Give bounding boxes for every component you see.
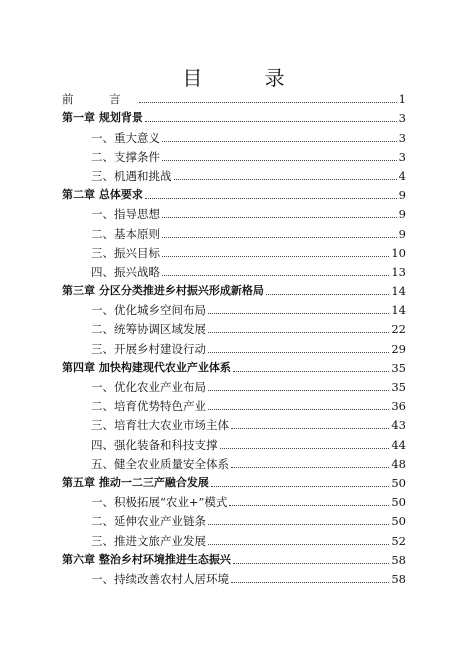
- toc-entry-label: 一、优化城乡空间布局: [91, 303, 206, 318]
- dot-leader: [208, 390, 389, 391]
- toc-entry-label: 第五章 推动一二三产融合发展: [62, 475, 209, 489]
- dot-leader: [174, 179, 397, 180]
- toc-entry-label: 二、支撑条件: [91, 149, 160, 164]
- toc-entry-section[interactable]: [62, 298, 406, 317]
- dot-leader: [162, 237, 397, 238]
- toc-entry-label: 二、统筹协调区域发展: [91, 322, 206, 337]
- toc-list: [62, 87, 406, 586]
- dot-leader: [231, 428, 389, 429]
- toc-entry-page-number: 35: [391, 360, 406, 375]
- toc-entry-page-number: 3: [398, 111, 406, 126]
- toc-entry-label: 二、基本原则: [91, 226, 160, 241]
- dot-leader: [145, 198, 397, 199]
- toc-entry-label: 第六章 整治乡村环境推进生态振兴: [62, 552, 231, 566]
- toc-entry-label: 四、振兴战略: [91, 264, 160, 279]
- toc-entry-page-number: 14: [391, 284, 406, 299]
- toc-entry-section[interactable]: [62, 260, 406, 279]
- toc-entry-section[interactable]: [62, 317, 406, 336]
- toc-entry-page-number: 9: [398, 188, 406, 203]
- toc-entry-label: 一、重大意义: [91, 130, 160, 145]
- toc-entry-label: 四、强化装备和科技支撑: [91, 437, 218, 452]
- toc-entry-section[interactable]: [62, 375, 406, 394]
- toc-entry-section[interactable]: [62, 164, 406, 183]
- toc-entry-section[interactable]: [62, 490, 406, 509]
- toc-entry-page-number: 50: [391, 514, 406, 529]
- dot-leader: [145, 121, 397, 122]
- dot-leader: [162, 275, 389, 276]
- toc-entry-chapter[interactable]: [62, 183, 406, 202]
- toc-title: 目 录: [182, 66, 313, 90]
- dot-leader: [233, 371, 390, 372]
- toc-entry-section[interactable]: [62, 452, 406, 471]
- toc-entry-label: 三、开展乡村建设行动: [91, 341, 206, 356]
- toc-entry-page-number: 3: [398, 149, 406, 164]
- toc-entry-label: 一、积极拓展“农业+”模式: [91, 495, 228, 510]
- toc-entry-section[interactable]: [62, 528, 406, 547]
- toc-entry-page-number: 36: [391, 399, 406, 414]
- toc-entry-label: 一、指导思想: [91, 207, 160, 222]
- toc-entry-section[interactable]: [62, 394, 406, 413]
- toc-entry-label: 二、延伸农业产业链条: [91, 514, 206, 529]
- toc-entry-section[interactable]: [62, 241, 406, 260]
- toc-entry-label: 第四章 加快构建现代农业产业体系: [62, 360, 231, 374]
- toc-entry-page-number: 3: [398, 130, 406, 145]
- toc-entry-label: 三、培育壮大农业市场主体: [91, 418, 229, 433]
- toc-entry-section[interactable]: [62, 125, 406, 144]
- toc-entry-page-number: 43: [391, 418, 406, 433]
- toc-entry-label: 第一章 规划背景: [62, 111, 143, 125]
- toc-entry-page-number: 52: [391, 533, 406, 548]
- toc-entry-page-number: 13: [391, 264, 406, 279]
- toc-entry-section[interactable]: [62, 336, 406, 355]
- toc-entry-chapter[interactable]: [62, 356, 406, 375]
- toc-entry-chapter[interactable]: [62, 471, 406, 490]
- toc-entry-label: 一、持续改善农村人居环境: [91, 571, 229, 586]
- dot-leader: [231, 582, 389, 583]
- toc-entry-page-number: 58: [391, 571, 406, 586]
- dot-leader: [211, 486, 390, 487]
- toc-entry-chapter[interactable]: [62, 548, 406, 567]
- toc-entry-page-number: 9: [398, 226, 406, 241]
- toc-entry-page-number: 4: [398, 168, 406, 183]
- dot-leader: [229, 505, 389, 506]
- toc-entry-section[interactable]: [62, 432, 406, 451]
- toc-entry-label: 第二章 总体要求: [62, 188, 143, 202]
- toc-entry-label: 三、机遇和挑战: [91, 168, 172, 183]
- toc-entry-page-number: 1: [398, 92, 406, 107]
- dot-leader: [220, 448, 390, 449]
- dot-leader: [162, 217, 397, 218]
- dot-leader: [266, 294, 390, 295]
- toc-entry-label: 三、振兴目标: [91, 245, 160, 260]
- toc-entry-preface[interactable]: [62, 87, 406, 106]
- dot-leader: [162, 160, 397, 161]
- dot-leader: [208, 313, 389, 314]
- toc-entry-label: 一、优化农业产业布局: [91, 380, 206, 394]
- dot-leader: [208, 409, 389, 410]
- dot-leader: [231, 467, 389, 468]
- toc-entry-label: 三、推进文旅产业发展: [91, 533, 206, 548]
- toc-entry-page-number: 50: [391, 495, 406, 510]
- toc-entry-chapter[interactable]: [62, 106, 406, 125]
- toc-entry-page-number: 50: [391, 475, 406, 490]
- toc-entry-section[interactable]: [62, 413, 406, 432]
- dot-leader: [233, 563, 390, 564]
- toc-entry-section[interactable]: [62, 202, 406, 221]
- toc-entry-page-number: 29: [391, 341, 406, 356]
- toc-entry-page-number: 22: [391, 322, 406, 337]
- toc-entry-label: 前 言: [62, 92, 137, 107]
- dot-leader: [162, 256, 389, 257]
- toc-entry-label: 二、培育优势特色产业: [91, 399, 206, 414]
- toc-entry-label: 五、健全农业质量安全体系: [91, 456, 229, 471]
- toc-entry-section[interactable]: [62, 221, 406, 240]
- toc-entry-section[interactable]: [62, 567, 406, 586]
- dot-leader: [162, 141, 397, 142]
- dot-leader: [208, 524, 389, 525]
- toc-entry-page-number: 35: [391, 380, 406, 394]
- toc-entry-page-number: 9: [398, 207, 406, 222]
- toc-entry-page-number: 48: [391, 456, 406, 471]
- toc-entry-chapter[interactable]: [62, 279, 406, 298]
- toc-entry-page-number: 58: [391, 552, 406, 567]
- toc-entry-label: 第三章 分区分类推进乡村振兴形成新格局: [62, 284, 264, 298]
- dot-leader: [208, 352, 389, 353]
- toc-entry-page-number: 44: [391, 437, 406, 452]
- toc-entry-page-number: 10: [391, 245, 406, 260]
- toc-entry-page-number: 14: [391, 303, 406, 318]
- dot-leader: [208, 544, 389, 545]
- dot-leader: [208, 332, 389, 333]
- toc-entry-section[interactable]: [62, 509, 406, 528]
- dot-leader: [139, 102, 397, 103]
- toc-entry-section[interactable]: [62, 145, 406, 164]
